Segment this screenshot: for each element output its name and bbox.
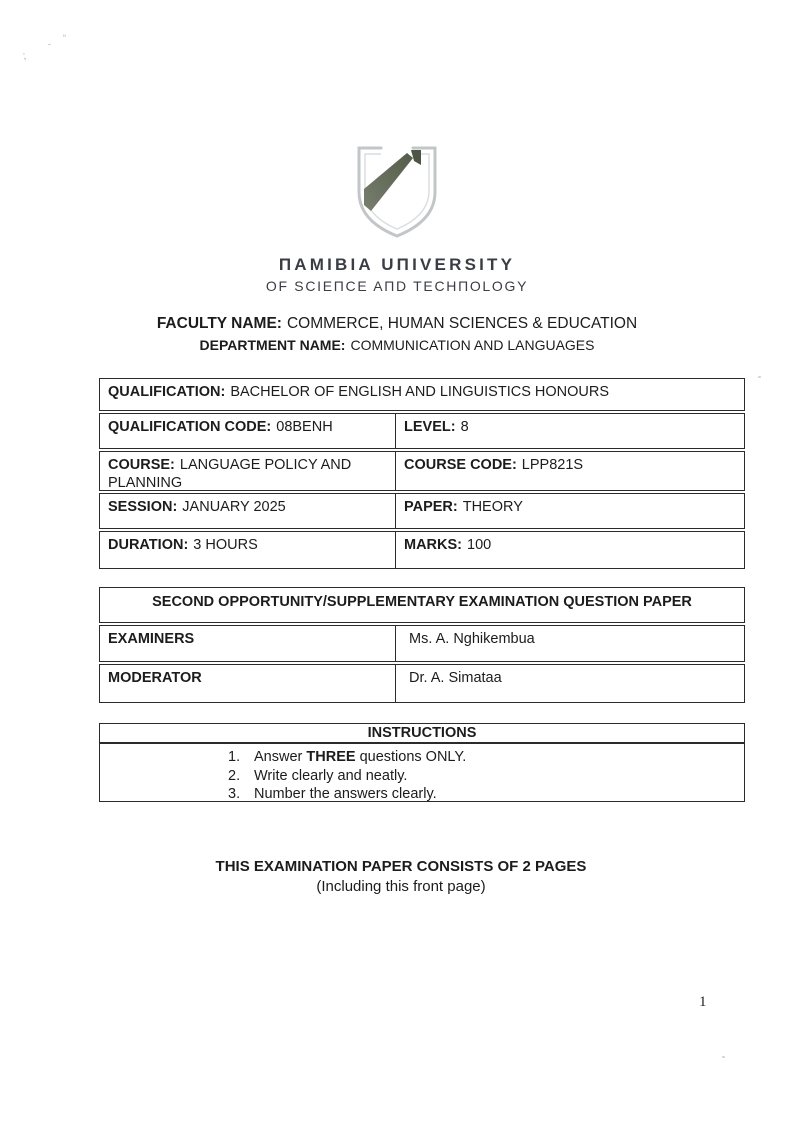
- department-name-line: [0, 337, 794, 353]
- table-row: [99, 413, 745, 449]
- instruction-text: Write clearly and neatly.: [254, 767, 408, 784]
- faculty-label: FACULTY NAME:: [156, 315, 282, 332]
- instruction-number: 2.: [228, 767, 241, 784]
- university-logo: [0, 143, 794, 294]
- level-cell: [396, 414, 744, 448]
- instructions-title: INSTRUCTIONS: [99, 723, 745, 743]
- instruction-number: 1.: [228, 749, 241, 765]
- faculty-name-line: [0, 315, 794, 333]
- qualification-code-label: QUALIFICATION CODE:: [108, 419, 272, 435]
- university-wordmark: ПAMIBIA UПIVERSITY: [278, 255, 516, 274]
- course-value: LANGUAGE POLICY AND PLANNING: [108, 457, 352, 491]
- course-code-value: LPP821S: [521, 457, 584, 473]
- page-count-line: THIS EXAMINATION PAPER CONSISTS OF 2 PAGES: [215, 858, 587, 875]
- duration-cell: [100, 532, 396, 568]
- course-code-label: COURSE CODE:: [404, 457, 517, 473]
- scan-speck: [722, 1056, 725, 1058]
- session-value: JANUARY 2025: [182, 499, 286, 515]
- marks-cell: [396, 532, 744, 568]
- scan-speck: [758, 376, 761, 378]
- instruction-text: Number the answers clearly.: [254, 786, 437, 802]
- duration-label: DURATION:: [108, 537, 189, 553]
- page-number: 1: [699, 994, 707, 1010]
- paper-cell: [396, 494, 744, 528]
- pencil-mark: -: [47, 38, 52, 50]
- including-front-page-line: (Including this front page): [316, 878, 486, 895]
- examiners-label: EXAMINERS: [100, 626, 396, 661]
- department-value: COMMUNICATION AND LANGUAGES: [350, 337, 595, 353]
- session-label: SESSION:: [108, 499, 178, 515]
- examination-table: [99, 587, 745, 705]
- examiners-value: Ms. A. Nghikembua: [409, 631, 535, 647]
- qualification-code-value: 08BENH: [276, 419, 333, 435]
- instruction-item: [100, 785, 744, 804]
- instruction-text: Answer THREE questions ONLY.: [254, 749, 467, 765]
- session-cell: [100, 494, 396, 528]
- moderator-label: MODERATOR: [100, 665, 396, 702]
- table-row: [99, 378, 745, 411]
- exam-paper-title: SECOND OPPORTUNITY/SUPPLEMENTARY EXAMINATION QUESTION PAPER: [99, 587, 745, 623]
- course-details-table: [99, 378, 745, 571]
- table-row: [99, 493, 745, 529]
- qualification-cell: [100, 379, 744, 410]
- pencil-mark: “: [63, 33, 66, 43]
- department-label: DEPARTMENT NAME:: [199, 337, 346, 353]
- pencil-mark: ;: [21, 49, 28, 63]
- course-label: COURSE:: [108, 457, 175, 473]
- table-row: [99, 625, 745, 662]
- table-row: [99, 664, 745, 703]
- course-cell: [100, 452, 396, 490]
- qualification-label: QUALIFICATION:: [108, 384, 226, 400]
- table-row: [99, 451, 745, 491]
- instruction-number: 3.: [228, 786, 241, 802]
- instructions-list: [99, 743, 745, 802]
- marks-value: 100: [467, 537, 492, 553]
- table-row: [99, 531, 745, 569]
- qualification-code-cell: [100, 414, 396, 448]
- instructions-table: [99, 723, 745, 802]
- level-label: LEVEL:: [404, 419, 456, 435]
- instruction-item: [100, 748, 744, 767]
- university-wordmark-sub: OF SCIEПCE AПD TECHПOLOGY: [265, 278, 529, 294]
- marks-label: MARKS:: [404, 537, 462, 553]
- faculty-value: COMMERCE, HUMAN SCIENCES & EDUCATION: [286, 315, 638, 332]
- instruction-item: [100, 767, 744, 786]
- level-value: 8: [460, 419, 469, 435]
- paper-label: PAPER:: [404, 499, 458, 515]
- duration-value: 3 HOURS: [193, 537, 258, 553]
- nust-shield-icon: [351, 143, 443, 240]
- moderator-value: Dr. A. Simataa: [409, 670, 502, 686]
- paper-value: THEORY: [462, 499, 523, 515]
- qualification-value: BACHELOR OF ENGLISH AND LINGUISTICS HONOURS: [230, 384, 610, 400]
- course-code-cell: [396, 452, 744, 490]
